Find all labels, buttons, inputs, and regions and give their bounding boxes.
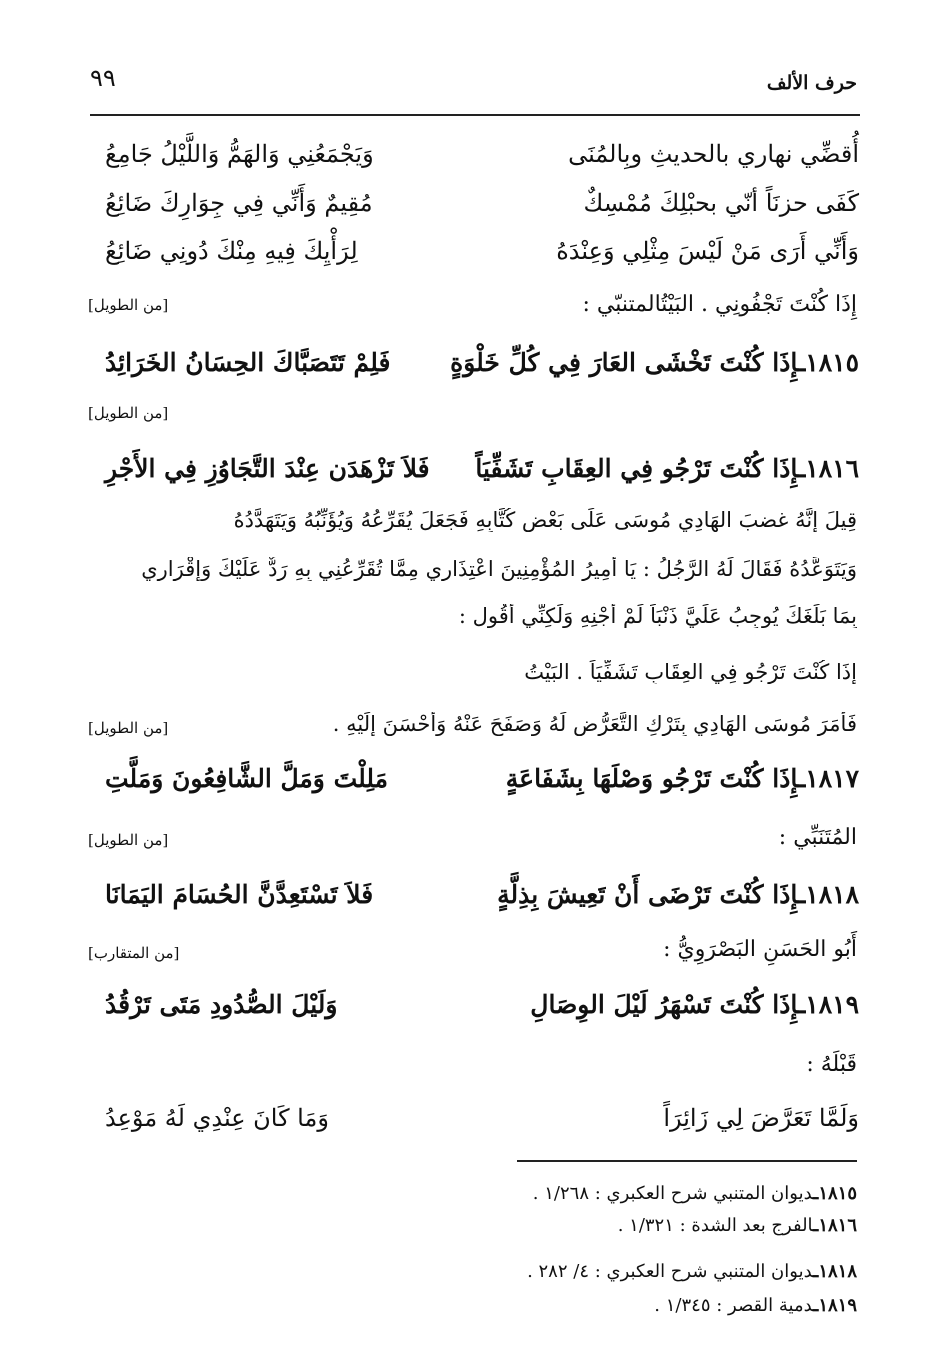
verse-second-hemistich: وَمَا كَانَ عِنْدِي لَهُ مَوْعِدُ xyxy=(105,1104,329,1132)
prose-line: فَأَمَرَ مُوسَى الهَادِي بِتَرْكِ التَّعَرُّضِ لَهُ وَصَفَحَ عَنْهُ وَأَحْسَنَ إِلَيْهِ . xyxy=(332,712,857,736)
verse-line xyxy=(80,178,859,228)
meter-label: [من المتقارب] xyxy=(88,944,180,962)
page-number: ٩٩ xyxy=(90,64,116,92)
verse-first-hemistich: ١٨١٥ـإِذَا كُنْتَ تَخْشَى العَارَ فِي كُلِّ خَلْوَةٍ xyxy=(450,348,859,377)
verse-first-hemistich: كَفَى حزنَاً أنّي بحبْلِكَ مُمْسِكٌ xyxy=(583,189,859,217)
poet-name: أَبُو الحَسَنِ البَصْرَوِيُّ : xyxy=(663,937,857,962)
footnote: ١٨١٥ـديوان المتنبي شرح العكبري : ١/٢٦٨ . xyxy=(532,1183,857,1204)
prose-line: إِذَا كُنْتَ تَرْجُو فِي العِقَابِ تَشَفِّيَاً . البَيْتُ xyxy=(524,660,857,684)
verse-second-hemistich: لِرَأْيِكَ فِيهِ مِنْكَ دُونِي ضَائِعُ xyxy=(105,237,358,265)
verse-number: ١٨١٩ـ xyxy=(797,990,859,1019)
verse-first-hemistich: ١٨١٩ـإِذَا كُنْتَ تَسْهَرُ لَيْلَ الوِصَالِ xyxy=(530,990,859,1019)
footnote-rule xyxy=(517,1160,857,1162)
verse-number: ١٨١٥ـ xyxy=(797,348,859,377)
meter-label: [من الطويل] xyxy=(88,296,169,314)
verse-1817 xyxy=(80,754,859,804)
verse-second-hemistich: وَيَجْمَعُنِي وَالهَمُّ وَاللَّيْلُ جَامِعُ xyxy=(105,140,374,168)
verse-first-hemistich: وَلَمَّا تَعَرَّضَ لِي زَائِرَاً xyxy=(663,1104,859,1132)
verse-first-hemistich: أُقضِّي نهاري بالحديثِ وبِالمُنَى xyxy=(568,140,859,168)
verse-second-hemistich: فَلاَ تَزْهَدَن عِنْدَ التَّجَاوُزِ فِي الأَجْرِ xyxy=(105,454,430,483)
verse-second-hemistich: مُقِيمٌ وَأَنِّي فِي جِوَارِكَ ضَائِعُ xyxy=(105,189,373,217)
prose-line: بِمَا بَلَغَكَ يُوجِبُ عَلَيَّ ذَنْبَاً لَمْ أَجْنِهِ وَلَكِنِّي أَقُول : xyxy=(458,604,857,628)
verse-second-hemistich: مَلِلْتَ وَمَلَّ الشَّافِعُونَ وَمَلَّتِ xyxy=(105,764,389,793)
verse-first-hemistich: ١٨١٦ـإِذَا كُنْتَ تَرْجُو فِي العِقَابِ تَشَفِّيَاً xyxy=(475,454,859,483)
footnote: ١٨١٩ـدمية القصر : ١/٣٤٥ . xyxy=(654,1295,857,1316)
header-rule xyxy=(90,114,860,116)
verse-first-hemistich: ١٨١٧ـإِذَا كُنْتَ تَرْجُو وَصْلَهَا بِشَفَاعَةٍ xyxy=(505,764,859,793)
verse-number: ١٨١٦ـ xyxy=(797,454,859,483)
verse-number: ١٨١٧ـ xyxy=(797,764,859,793)
footnote: ١٨١٨ـديوان المتنبي شرح العكبري : ٤/ ٢٨٢ . xyxy=(527,1261,857,1282)
verse-second-hemistich: فَلاَ تَسْتَعِدَّنَّ الحُسَامَ اليَمَانَا xyxy=(105,880,374,909)
meter-label: [من الطويل] xyxy=(88,719,169,737)
running-header-title: حرف الألف xyxy=(766,72,857,94)
prose-line: قِيلَ إِنَّهُ غضبَ الهَادِي مُوسَى عَلَى بَعْضِ كُتَّابِهِ فَجَعَلَ يُقَرِّعُهُ وَيُؤَنِّبُهُ وَيَتَهَدَّدُهُ xyxy=(233,508,857,532)
verse-line xyxy=(80,129,859,179)
verse-1818 xyxy=(80,870,859,920)
verse-1816 xyxy=(80,444,859,494)
verse-line xyxy=(80,1093,859,1143)
verse-1815 xyxy=(80,338,859,388)
intro-line: قَبْلَهُ : xyxy=(806,1052,857,1077)
verse-line xyxy=(80,226,859,276)
prose-line: وَيَتَوَعَّدُهُ فَقَالَ لَهُ الرَّجُلُ : يَا أَمِيرُ المُؤْمِنِينَ اعْتِذَارِي مِمَّا تُقَرِّعُنِي بِهِ رَدٌّ عَلَيْكَ وَإِقْرَارِي xyxy=(141,557,857,581)
footnote: ١٨١٦ـالفرج بعد الشدة : ١/٣٢١ . xyxy=(617,1215,857,1236)
verse-first-hemistich: وَأَنِّي أَرَى مَنْ لَيْسَ مِثْلِي وَعِنْدَهُ xyxy=(556,237,859,265)
meter-label: [من الطويل] xyxy=(88,831,169,849)
verse-1819 xyxy=(80,980,859,1030)
verse-number: ١٨١٨ـ xyxy=(797,880,859,909)
verse-second-hemistich: وَلَيْلَ الصُّدُودِ مَتَى تَرْقُدُ xyxy=(105,990,338,1019)
poet-name: المُتَنَبِّي : xyxy=(778,825,857,850)
verse-first-hemistich: ١٨١٨ـإِذَا كُنْتَ تَرْضَى أَنْ تَعِيشَ بِذِلَّةٍ xyxy=(497,880,859,909)
verse-second-hemistich: فَلِمْ تَتَصَبَّاكَ الحِسَانُ الخَرَائِدُ xyxy=(105,348,391,377)
meter-label: [من الطويل] xyxy=(88,404,169,422)
intro-line: إِذَا كُنْتَ تَجْفُونِي . البَيْتُالمتنبّي : xyxy=(582,292,857,317)
